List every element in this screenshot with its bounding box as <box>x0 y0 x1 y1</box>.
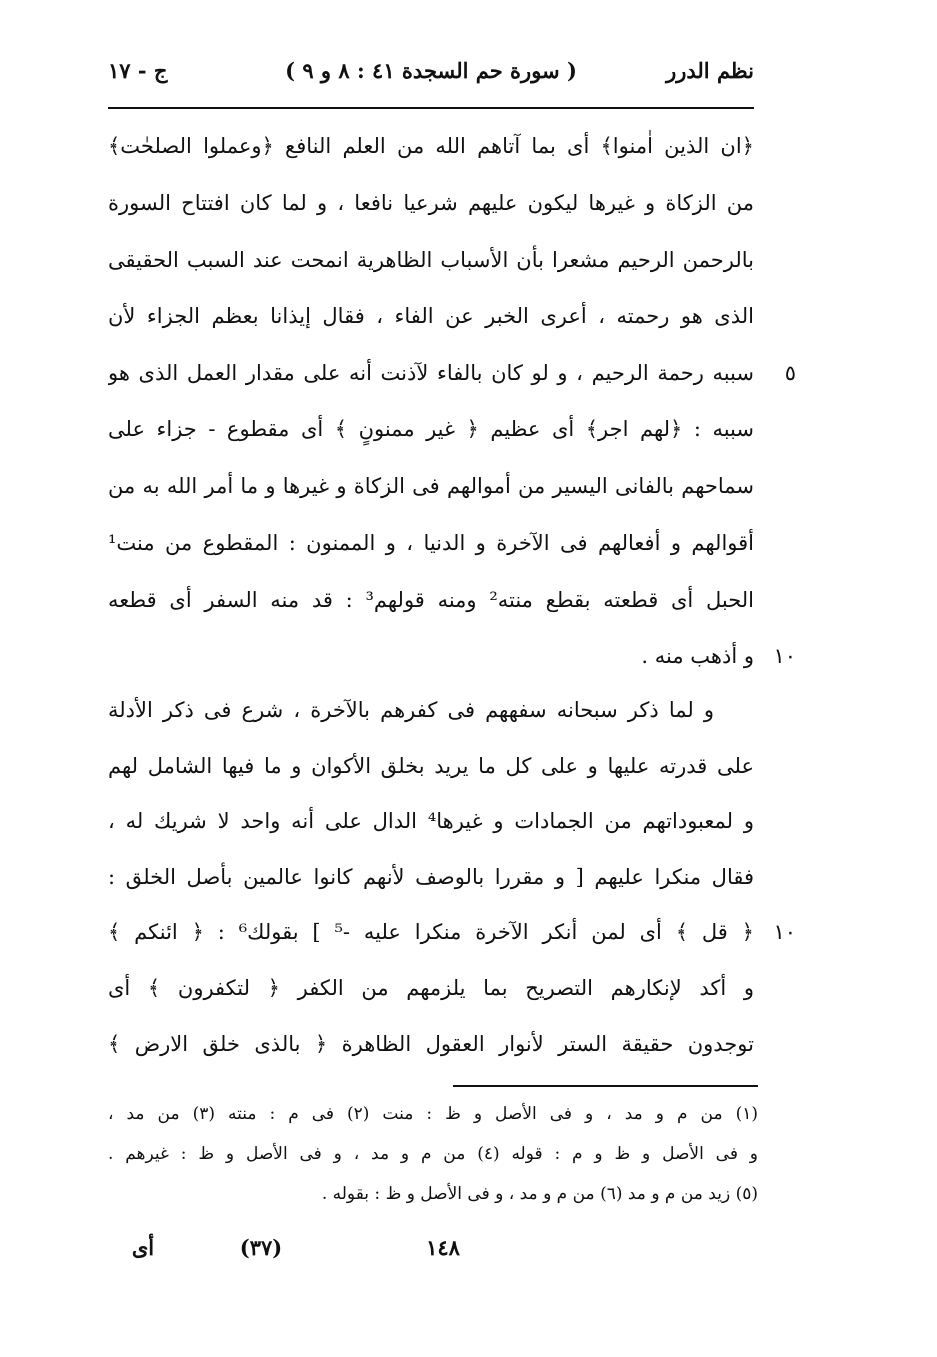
running-header <box>108 58 754 98</box>
body-line: سببه رحمة الرحيم ، و لو كان بالفاء لآذنت أنه على مقدار العمل الذى هو <box>108 361 754 385</box>
line-number: ٥ <box>784 361 796 385</box>
catchword: أى <box>131 1235 155 1260</box>
body-line: سببه : ﴿لهم اجر﴾ أى عظيم ﴿ غير ممنونٍ ﴾ أى مقطوع - جزاء على <box>108 417 754 441</box>
body-line: بالرحمن الرحيم مشعرا بأن الأسباب الظاهرية انمحت عند السبب الحقيقى <box>108 248 754 272</box>
body-line: فقال منكرا عليهم [ و مقررا بالوصف لأنهم كانوا عالمين بأصل الخلق : <box>108 865 754 889</box>
footnote-rule <box>453 1085 758 1087</box>
body-line: و أكد لإنكارهم التصريح بما يلزمهم من الكفر ﴿ لتكفرون ﴾ أى <box>108 976 754 1000</box>
body-line: على قدرته عليها و على كل ما يريد بخلق الأكوان و ما فيها الشامل لهم <box>108 754 754 778</box>
body-line: ﴿ قل ﴾ أى لمن أنكر الآخرة منكرا عليه -⁵ ] بقولك⁶ : ﴿ ائنكم ﴾ <box>108 920 754 944</box>
footnote-line: (١) من م و مد ، و فى الأصل و ظ : منت (٢) فى م : منته (٣) من مد ، <box>108 1104 758 1124</box>
body-line: سماحهم بالفانى اليسير من أموالهم فى الزكاة و غيرها و ما أمر الله به من <box>108 474 754 498</box>
footnote-line: (٥) زيد من م و مد (٦) من م و مد ، و فى الأصل و ظ : بقوله . <box>321 1184 758 1204</box>
paragraph-first-line: و لما ذكر سبحانه سفههم فى كفرهم بالآخرة ، شرع فى ذكر الأدلة <box>108 698 714 722</box>
body-line: أقوالهم و أفعالهم فى الآخرة و الدنيا ، و الممنون : المقطوع من منت¹ <box>108 531 754 555</box>
section-marker: (٣٧) <box>239 1235 283 1260</box>
volume-number: ج - ١٧ <box>108 58 168 83</box>
line-number: ١٠ <box>773 644 796 668</box>
body-line: الحبل أى قطعته بقطع منته² ومنه قولهم³ : قد منه السفر أى قطعه <box>108 588 754 612</box>
line-number: ١٠ <box>773 920 796 944</box>
body-line: و لمعبوداتهم من الجمادات و غيرها⁴ الدال على أنه واحد لا شريك له ، <box>108 809 754 833</box>
body-line: من الزكاة و غيرها ليكون عليهم شرعيا نافعا ، و لما كان افتتاح السورة <box>108 191 754 215</box>
header-rule <box>108 107 754 109</box>
footnote-line: و فى الأصل و ظ و م : قوله (٤) من م و مد ، و فى الأصل و ظ : غيرهم . <box>108 1144 758 1164</box>
surah-reference: ( سورة حم السجدة ٤١ : ٨ و ٩ ) <box>285 58 577 83</box>
book-title: نظم الدرر <box>666 58 754 83</box>
body-line: ﴿ان الذين اٰمنوا﴾ أى بما آتاهم الله من العلم النافع ﴿وعملوا الصلحٰت﴾ <box>108 134 754 158</box>
body-line: الذى هو رحمته ، أعرى الخبر عن الفاء ، فقال إيذانا بعظم الجزاء لأن <box>108 304 754 328</box>
body-line: توجدون حقيقة الستر لأنوار العقول الظاهرة ﴿ بالذى خلق الارض ﴾ <box>108 1032 754 1056</box>
body-line: و أذهب منه . <box>641 644 754 668</box>
page-number: ١٤٨ <box>426 1235 460 1260</box>
